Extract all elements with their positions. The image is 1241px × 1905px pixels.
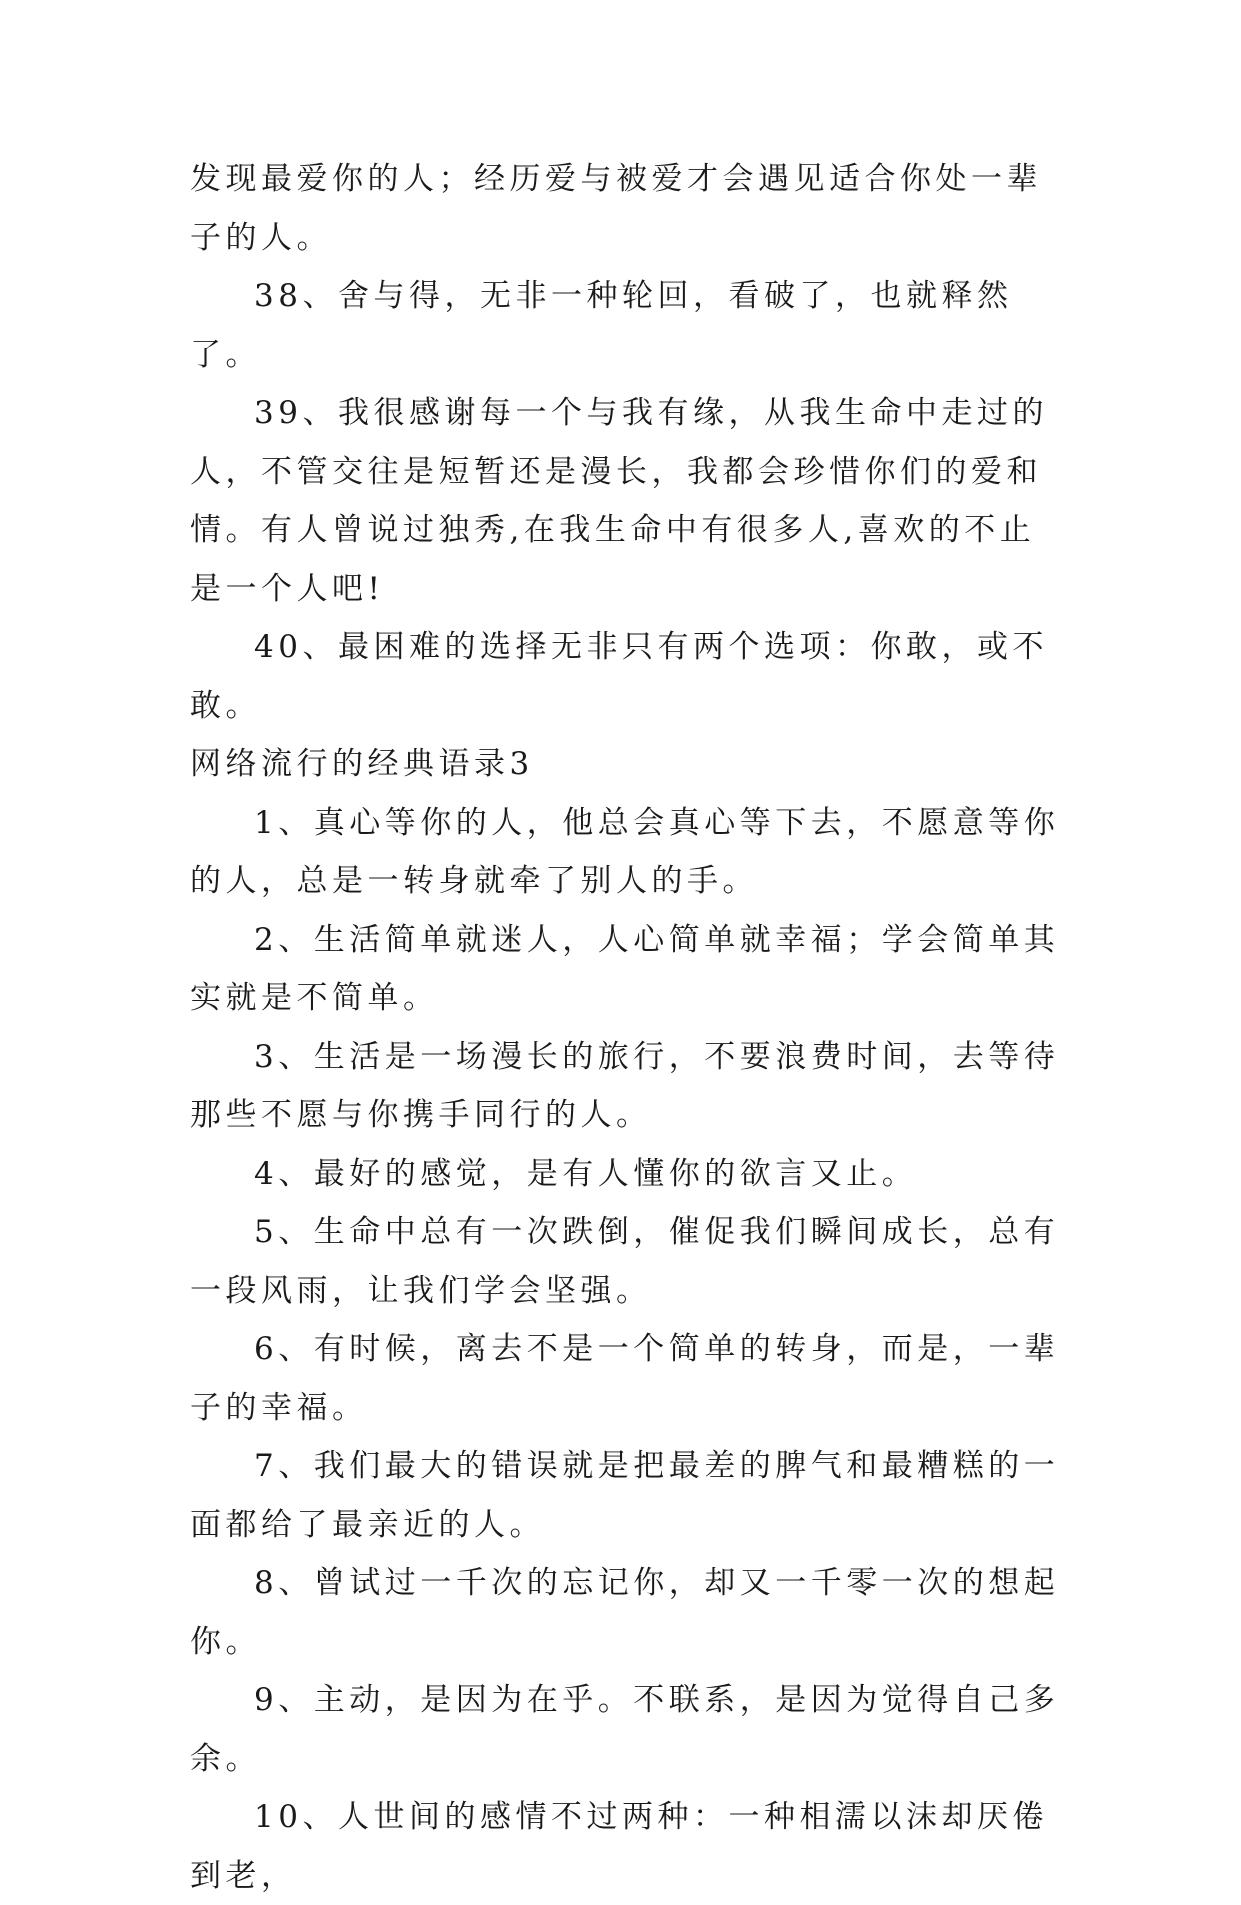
quote-39: 39、我很感谢每一个与我有缘，从我生命中走过的人，不管交往是短暂还是漫长，我都会珍惜你们的爱和情。有人曾说过独秀,在我生命中有很多人,喜欢的不止是一个人吧! <box>190 395 1048 607</box>
quote-item: 2、生活简单就迷人，人心简单就幸福；学会简单其实就是不简单。 <box>190 921 1060 1016</box>
quote-38: 38、舍与得，无非一种轮回，看破了，也就释然了。 <box>190 278 1013 373</box>
quote-item: 10、人世间的感情不过两种：一种相濡以沫却厌倦到老， <box>190 1799 1048 1894</box>
quote-item: 8、曾试过一千次的忘记你，却又一千零一次的想起你。 <box>190 1565 1060 1660</box>
quote-item: 5、生命中总有一次跌倒，催促我们瞬间成长，总有一段风雨，让我们学会坚强。 <box>190 1214 1060 1309</box>
quote-item: 4、最好的感觉，是有人懂你的欲言又止。 <box>254 1155 918 1192</box>
document-page <box>190 150 1070 1905</box>
quote-item: 1、真心等你的人，他总会真心等下去，不愿意等你的人，总是一转身就牵了别人的手。 <box>190 804 1060 899</box>
quote-item: 3、生活是一场漫长的旅行，不要浪费时间，去等待那些不愿与你携手同行的人。 <box>190 1038 1060 1133</box>
quote-item: 6、有时候，离去不是一个简单的转身，而是，一辈子的幸福。 <box>190 1331 1060 1426</box>
paragraph-continuation: 发现最爱你的人；经历爱与被爱才会遇见适合你处一辈子的人。 <box>190 161 1042 256</box>
quote-item: 9、主动，是因为在乎。不联系，是因为觉得自己多余。 <box>190 1682 1060 1777</box>
section-heading: 网络流行的经典语录3 <box>190 746 534 782</box>
quote-item: 7、我们最大的错误就是把最差的脾气和最糟糕的一面都给了最亲近的人。 <box>190 1448 1060 1543</box>
quote-40: 40、最困难的选择无非只有两个选项：你敢，或不敢。 <box>190 629 1048 724</box>
